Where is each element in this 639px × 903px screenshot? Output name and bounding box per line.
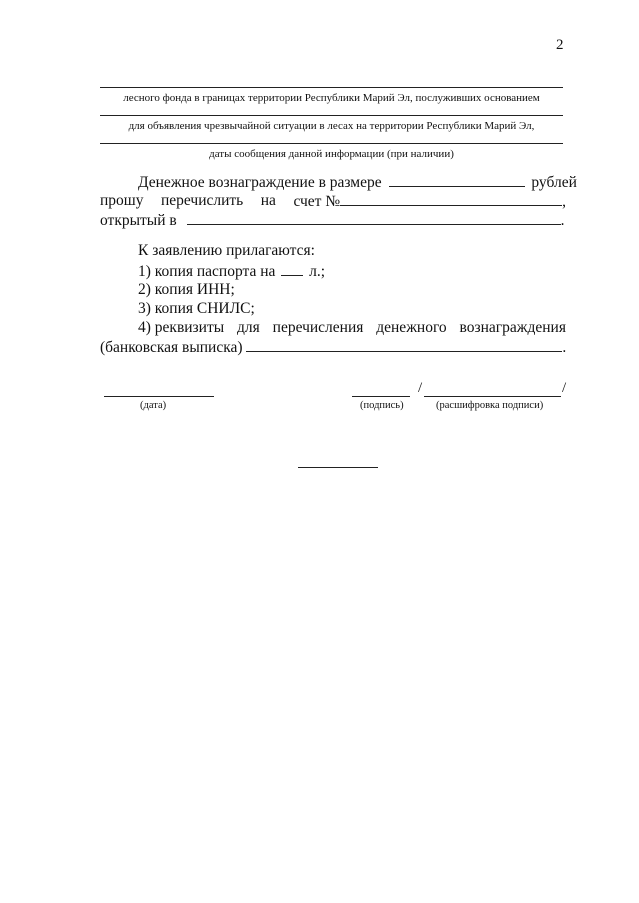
header-caption-3: даты сообщения данной информации (при наличии) xyxy=(209,148,454,160)
passport-label: 1) копия паспорта на xyxy=(138,263,276,280)
reward-currency: рублей xyxy=(531,174,577,191)
header-caption-1: лесного фонда в границах территории Республики Марий Эл, послуживших основанием xyxy=(123,92,540,104)
page-number: 2 xyxy=(556,37,564,53)
account-number-blank xyxy=(340,191,562,206)
header-rule-2 xyxy=(100,115,563,116)
attachment-item-4-cont xyxy=(100,337,566,358)
item4-word-1: 4) реквизиты xyxy=(138,319,225,336)
attachment-item-4 xyxy=(138,318,566,338)
closing-separator xyxy=(298,467,378,468)
reward-line-3 xyxy=(100,210,564,231)
date-line xyxy=(104,396,214,397)
signature-line xyxy=(352,396,410,397)
header-caption-2: для объявления чрезвычайной ситуации в лесах на территории Республики Марий Эл, xyxy=(128,120,535,132)
attachment-item-2: 2) копия ИНН; xyxy=(138,281,235,298)
reward-amount-label: Денежное вознаграждение в размере xyxy=(138,174,382,191)
bank-statement-blank xyxy=(246,337,562,352)
bank-statement-label: (банковская выписка) xyxy=(100,339,243,356)
reward-word-2: перечислить xyxy=(160,192,244,209)
bank-statement-period: . xyxy=(562,339,567,356)
signature-decode-line xyxy=(424,396,561,397)
bank-label: открытый в xyxy=(100,212,177,229)
reward-amount-blank xyxy=(389,172,525,187)
item4-word-2: для xyxy=(237,319,260,336)
account-comma: , xyxy=(562,193,566,210)
header-rule-1 xyxy=(100,87,563,88)
reward-line-1 xyxy=(138,172,577,193)
item4-word-4: денежного xyxy=(376,319,447,336)
passport-pages-blank xyxy=(281,261,303,276)
item4-word-3: перечисления xyxy=(272,319,364,336)
signature-label: (подпись) xyxy=(360,400,404,411)
date-label: (дата) xyxy=(140,400,167,411)
reward-line-2 xyxy=(100,191,566,212)
slash-right: / xyxy=(562,380,567,396)
reward-word-3: на xyxy=(260,192,276,209)
account-number-label: счет № xyxy=(293,193,341,210)
signature-decode-label: (расшифровка подписи) xyxy=(436,400,544,411)
item4-word-5: вознаграждения xyxy=(459,319,566,336)
reward-word-1: прошу xyxy=(100,192,144,209)
bank-period: . xyxy=(560,212,565,229)
passport-pages-unit: л.; xyxy=(309,263,326,280)
bank-name-blank xyxy=(187,210,561,225)
account-row xyxy=(293,191,566,212)
attachments-heading: К заявлению прилагаются: xyxy=(138,242,315,259)
attachment-item-1 xyxy=(138,261,325,282)
header-rule-3 xyxy=(100,143,563,144)
slash-left: / xyxy=(418,380,423,396)
attachment-item-3: 3) копия СНИЛС; xyxy=(138,300,255,317)
